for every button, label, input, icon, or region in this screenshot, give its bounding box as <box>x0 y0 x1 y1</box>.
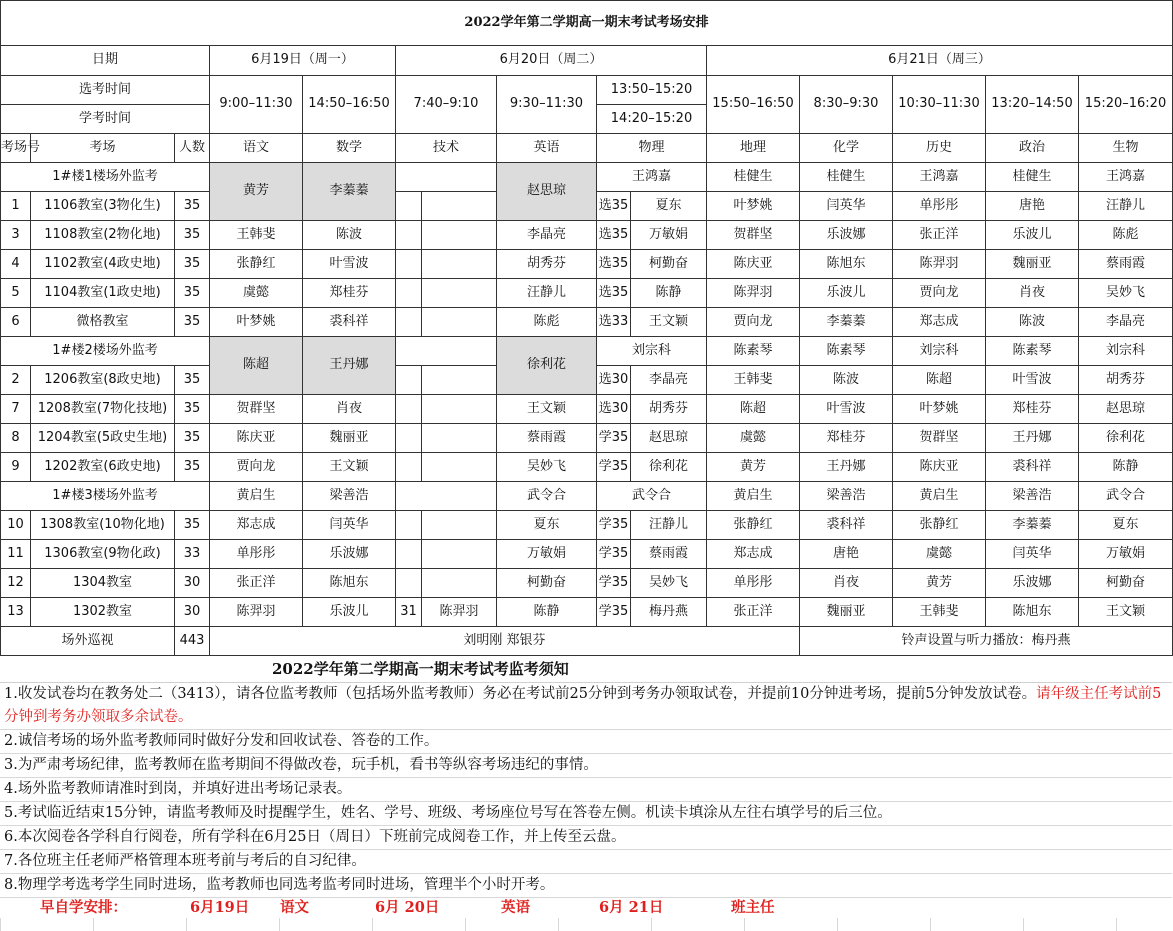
wuli-type: 学35 <box>597 424 631 453</box>
room-number: 8 <box>1 424 31 453</box>
subject-header: 历史 <box>893 134 986 163</box>
proctor-lishi: 张正洋 <box>893 221 986 250</box>
proctor-zhengzhi: 李蓁蓁 <box>986 511 1079 540</box>
proctor-yuwen: 贾向龙 <box>210 453 303 482</box>
proctor-huaxue: 魏丽亚 <box>800 598 893 627</box>
table-row <box>1 511 1173 540</box>
proctor-yuwen: 张正洋 <box>210 569 303 598</box>
outside-proctor-lishi: 王鸿嘉 <box>893 163 986 192</box>
subject-header: 语文 <box>210 134 303 163</box>
room-name: 1308教室(10物化地) <box>31 511 175 540</box>
room-name: 1104教室(1政史地) <box>31 279 175 308</box>
proctor-huaxue: 乐波娜 <box>800 221 893 250</box>
note-6: 6.本次阅卷各学科自行阅卷，所有学科在6月25日（周日）下班前完成阅卷工作，并上传至云盘。 <box>0 826 1172 850</box>
proctor-dili: 张静红 <box>707 511 800 540</box>
proctor-lishi: 虞懿 <box>893 540 986 569</box>
proctor-yingyu: 李晶亮 <box>497 221 597 250</box>
room-number: 1 <box>1 192 31 221</box>
table-row <box>1 540 1173 569</box>
early-label: 早自学安排： <box>40 899 127 916</box>
proctor-wuli: 夏东 <box>631 192 707 221</box>
subject-header: 英语 <box>497 134 597 163</box>
proctor-dili: 黄芳 <box>707 453 800 482</box>
proctor-shengwu: 李晶亮 <box>1079 308 1173 337</box>
room-number: 11 <box>1 540 31 569</box>
group-header-row <box>1 163 1173 192</box>
proctor-shengwu: 夏东 <box>1079 511 1173 540</box>
proctor-zhengzhi: 乐波儿 <box>986 221 1079 250</box>
proctor-dili: 王韩斐 <box>707 366 800 395</box>
jishu-count <box>396 308 422 337</box>
jishu-count <box>396 424 422 453</box>
jishu-count <box>396 366 422 395</box>
group-label: 1#楼1楼场外监考 <box>1 163 210 192</box>
proctor-shuxue: 叶雪波 <box>303 250 396 279</box>
student-count: 35 <box>175 308 210 337</box>
proctor-yingyu: 蔡雨霞 <box>497 424 597 453</box>
proctor-wuli: 柯勤奋 <box>631 250 707 279</box>
proctor-huaxue: 乐波儿 <box>800 279 893 308</box>
room-name: 1106教室(3物化生) <box>31 192 175 221</box>
outside-proctor-zhengzhi: 陈素琴 <box>986 337 1079 366</box>
proctor-lishi: 黄芳 <box>893 569 986 598</box>
proctor-jishu <box>422 279 497 308</box>
sheet-title: 2022学年第二学期高一期末考试考场安排 <box>1 1 1173 46</box>
outside-proctor-wuli: 王鸿嘉 <box>597 163 707 192</box>
proctor-jishu <box>422 395 497 424</box>
proctor-zhengzhi: 叶雪波 <box>986 366 1079 395</box>
room-no-header: 考场号 <box>1 134 31 163</box>
proctor-zhengzhi: 闫英华 <box>986 540 1079 569</box>
proctor-yuwen: 单彤彤 <box>210 540 303 569</box>
proctor-shengwu: 柯勤奋 <box>1079 569 1173 598</box>
proctor-jishu <box>422 192 497 221</box>
student-count: 35 <box>175 424 210 453</box>
outside-proctor-wuli: 武令合 <box>597 482 707 511</box>
early-date-1: 6月19日 <box>190 899 250 916</box>
date-june-20: 6月20日（周二） <box>396 46 707 76</box>
time-slot: 13:20–14:50 <box>986 76 1079 134</box>
room-number: 9 <box>1 453 31 482</box>
room-number: 3 <box>1 221 31 250</box>
outside-proctor-huaxue: 梁善浩 <box>800 482 893 511</box>
proctor-huaxue: 叶雪波 <box>800 395 893 424</box>
outside-proctor-yingyu: 赵思琼 <box>497 163 597 221</box>
table-row <box>1 598 1173 627</box>
room-header: 考场 <box>31 134 175 163</box>
early-date-2: 6月 20日 <box>375 899 440 916</box>
proctor-yuwen: 张静红 <box>210 250 303 279</box>
wuli-type: 学35 <box>597 453 631 482</box>
early-subject-3: 班主任 <box>731 899 775 916</box>
proctor-wuli: 赵思琼 <box>631 424 707 453</box>
table-row <box>1 279 1173 308</box>
room-name: 1208教室(7物化技地) <box>31 395 175 424</box>
proctor-zhengzhi: 唐艳 <box>986 192 1079 221</box>
jishu-count: 31 <box>396 598 422 627</box>
wuli-type: 学35 <box>597 540 631 569</box>
jishu-count <box>396 453 422 482</box>
proctor-yingyu: 陈静 <box>497 598 597 627</box>
proctor-shengwu: 赵思琼 <box>1079 395 1173 424</box>
note-3: 3.为严肃考场纪律，监考教师在监考期间不得做改卷，玩手机，看书等纵容考场违纪的事情。 <box>0 754 1172 778</box>
early-subject-1: 语文 <box>280 899 309 916</box>
proctor-jishu <box>422 511 497 540</box>
proctor-yingyu: 吴妙飞 <box>497 453 597 482</box>
proctor-dili: 虞懿 <box>707 424 800 453</box>
proctor-yuwen: 王韩斐 <box>210 221 303 250</box>
outside-proctor-jishu <box>396 482 497 511</box>
jishu-count <box>396 279 422 308</box>
wuli-type: 选35 <box>597 221 631 250</box>
wuli-type: 学35 <box>597 511 631 540</box>
jishu-count <box>396 540 422 569</box>
outside-proctor-wuli: 刘宗科 <box>597 337 707 366</box>
proctor-dili: 单彤彤 <box>707 569 800 598</box>
date-june-19: 6月19日（周一） <box>210 46 396 76</box>
proctor-yingyu: 胡秀芬 <box>497 250 597 279</box>
time-slot: 7:40–9:10 <box>396 76 497 134</box>
notes-title: 2022学年第二学期高一期末考试考监考须知 <box>0 657 1172 683</box>
proctor-huaxue: 闫英华 <box>800 192 893 221</box>
count-header: 人数 <box>175 134 210 163</box>
proctor-yuwen: 虞懿 <box>210 279 303 308</box>
room-name: 1202教室(6政史地) <box>31 453 175 482</box>
proctor-shengwu: 陈彪 <box>1079 221 1173 250</box>
outside-proctor-yingyu: 武令合 <box>497 482 597 511</box>
note-1-text: 1.收发试卷均在教务处二（3413），请各位监考教师（包括场外监考教师）务必在考试前25分钟到考务办领取试卷，并提前10分钟进考场，提前5分钟发放试卷。 <box>4 686 1037 702</box>
academic-time-label: 学考时间 <box>1 105 210 134</box>
outside-proctor-shuxue: 王丹娜 <box>303 337 396 395</box>
date-label: 日期 <box>1 46 210 76</box>
student-count: 35 <box>175 221 210 250</box>
room-name: 1204教室(5政史生地) <box>31 424 175 453</box>
student-count: 35 <box>175 192 210 221</box>
proctor-dili: 贾向龙 <box>707 308 800 337</box>
proctor-shuxue: 陈波 <box>303 221 396 250</box>
time-slot: 15:20–16:20 <box>1079 76 1173 134</box>
proctor-yuwen: 郑志成 <box>210 511 303 540</box>
proctor-wuli: 万敏娟 <box>631 221 707 250</box>
student-count: 35 <box>175 366 210 395</box>
subject-header: 地理 <box>707 134 800 163</box>
subject-header: 化学 <box>800 134 893 163</box>
outside-proctor-yingyu: 徐利花 <box>497 337 597 395</box>
proctor-yingyu: 柯勤奋 <box>497 569 597 598</box>
student-count: 35 <box>175 511 210 540</box>
proctor-jishu <box>422 424 497 453</box>
proctor-dili: 陈超 <box>707 395 800 424</box>
subject-header: 物理 <box>597 134 707 163</box>
proctor-jishu <box>422 569 497 598</box>
proctor-lishi: 郑志成 <box>893 308 986 337</box>
proctor-yingyu: 陈彪 <box>497 308 597 337</box>
proctor-shuxue: 肖夜 <box>303 395 396 424</box>
wuli-type: 学35 <box>597 569 631 598</box>
proctor-dili: 陈羿羽 <box>707 279 800 308</box>
student-count: 33 <box>175 540 210 569</box>
proctor-shengwu: 吴妙飞 <box>1079 279 1173 308</box>
student-count: 35 <box>175 250 210 279</box>
patrol-names: 刘明刚 郑银芬 <box>210 627 800 656</box>
wuli-type: 学35 <box>597 598 631 627</box>
wuli-type: 选30 <box>597 366 631 395</box>
wuli-type: 选35 <box>597 250 631 279</box>
time-slot: 9:00–11:30 <box>210 76 303 134</box>
invigilation-notes <box>0 657 1172 931</box>
jishu-count <box>396 221 422 250</box>
proctor-jishu <box>422 453 497 482</box>
proctor-huaxue: 陈波 <box>800 366 893 395</box>
outside-proctor-zhengzhi: 桂健生 <box>986 163 1079 192</box>
outside-proctor-shengwu: 王鸿嘉 <box>1079 163 1173 192</box>
proctor-shuxue: 闫英华 <box>303 511 396 540</box>
proctor-huaxue: 唐艳 <box>800 540 893 569</box>
proctor-zhengzhi: 王丹娜 <box>986 424 1079 453</box>
room-name: 1304教室 <box>31 569 175 598</box>
proctor-lishi: 张静红 <box>893 511 986 540</box>
note-2: 2.诚信考场的场外监考教师同时做好分发和回收试卷、答卷的工作。 <box>0 730 1172 754</box>
proctor-shuxue: 乐波儿 <box>303 598 396 627</box>
time-slot: 8:30–9:30 <box>800 76 893 134</box>
early-date-3: 6月 21日 <box>599 899 664 916</box>
room-number: 4 <box>1 250 31 279</box>
outside-proctor-lishi: 黄启生 <box>893 482 986 511</box>
subject-header: 数学 <box>303 134 396 163</box>
early-subject-2: 英语 <box>501 899 530 916</box>
jishu-count <box>396 569 422 598</box>
proctor-shengwu: 万敏娟 <box>1079 540 1173 569</box>
proctor-shengwu: 蔡雨霞 <box>1079 250 1173 279</box>
student-count: 35 <box>175 453 210 482</box>
student-count: 30 <box>175 598 210 627</box>
proctor-huaxue: 肖夜 <box>800 569 893 598</box>
room-name: 1102教室(4政史地) <box>31 250 175 279</box>
subject-header: 政治 <box>986 134 1079 163</box>
room-number: 2 <box>1 366 31 395</box>
proctor-huaxue: 郑桂芬 <box>800 424 893 453</box>
proctor-shuxue: 乐波娜 <box>303 540 396 569</box>
proctor-shengwu: 汪静儿 <box>1079 192 1173 221</box>
proctor-lishi: 贾向龙 <box>893 279 986 308</box>
time-slot: 14:20–15:20 <box>597 105 707 134</box>
student-count: 35 <box>175 279 210 308</box>
proctor-lishi: 陈超 <box>893 366 986 395</box>
proctor-zhengzhi: 魏丽亚 <box>986 250 1079 279</box>
room-name: 1206教室(8政史地) <box>31 366 175 395</box>
proctor-zhengzhi: 乐波娜 <box>986 569 1079 598</box>
room-number: 7 <box>1 395 31 424</box>
room-name: 1108教室(2物化地) <box>31 221 175 250</box>
outside-proctor-huaxue: 陈素琴 <box>800 337 893 366</box>
subject-header: 技术 <box>396 134 497 163</box>
time-slot: 14:50–16:50 <box>303 76 396 134</box>
room-name: 1306教室(9物化政) <box>31 540 175 569</box>
proctor-shengwu: 陈静 <box>1079 453 1173 482</box>
select-time-label: 选考时间 <box>1 76 210 105</box>
outside-proctor-shuxue: 梁善浩 <box>303 482 396 511</box>
note-1 <box>0 683 1172 730</box>
proctor-dili: 陈庆亚 <box>707 250 800 279</box>
outside-proctor-yuwen: 黄芳 <box>210 163 303 221</box>
table-row <box>1 424 1173 453</box>
table-row <box>1 395 1173 424</box>
proctor-lishi: 叶梦姚 <box>893 395 986 424</box>
proctor-lishi: 陈庆亚 <box>893 453 986 482</box>
proctor-wuli: 徐利花 <box>631 453 707 482</box>
outside-proctor-yuwen: 黄启生 <box>210 482 303 511</box>
time-slot: 13:50–15:20 <box>597 76 707 105</box>
note-8: 8.物理学考选考学生同时进场，监考教师也同选考监考同时进场，管理半个小时开考。 <box>0 874 1172 898</box>
proctor-wuli: 吴妙飞 <box>631 569 707 598</box>
proctor-lishi: 贺群坚 <box>893 424 986 453</box>
table-row <box>1 453 1173 482</box>
proctor-wuli: 陈静 <box>631 279 707 308</box>
proctor-dili: 贺群坚 <box>707 221 800 250</box>
proctor-yingyu: 万敏娟 <box>497 540 597 569</box>
note-7: 7.各位班主任老师严格管理本班考前与考后的自习纪律。 <box>0 850 1172 874</box>
jishu-count <box>396 511 422 540</box>
proctor-shuxue: 裘科祥 <box>303 308 396 337</box>
proctor-wuli: 李晶亮 <box>631 366 707 395</box>
proctor-zhengzhi: 陈旭东 <box>986 598 1079 627</box>
room-number: 10 <box>1 511 31 540</box>
outside-proctor-shuxue: 李蓁蓁 <box>303 163 396 221</box>
outside-proctor-dili: 黄启生 <box>707 482 800 511</box>
early-study-arrangement <box>0 898 1172 918</box>
proctor-jishu <box>422 540 497 569</box>
proctor-zhengzhi: 裘科祥 <box>986 453 1079 482</box>
proctor-yuwen: 陈庆亚 <box>210 424 303 453</box>
table-row <box>1 250 1173 279</box>
proctor-yingyu: 汪静儿 <box>497 279 597 308</box>
proctor-shuxue: 魏丽亚 <box>303 424 396 453</box>
outside-proctor-dili: 桂健生 <box>707 163 800 192</box>
outside-proctor-shengwu: 刘宗科 <box>1079 337 1173 366</box>
proctor-dili: 张正洋 <box>707 598 800 627</box>
group-header-row <box>1 337 1173 366</box>
date-june-21: 6月21日（周三） <box>707 46 1173 76</box>
jishu-count <box>396 250 422 279</box>
outside-proctor-zhengzhi: 梁善浩 <box>986 482 1079 511</box>
proctor-shuxue: 王文颖 <box>303 453 396 482</box>
time-slot: 15:50–16:50 <box>707 76 800 134</box>
proctor-shengwu: 王文颖 <box>1079 598 1173 627</box>
outside-proctor-shengwu: 武令合 <box>1079 482 1173 511</box>
proctor-shuxue: 郑桂芬 <box>303 279 396 308</box>
room-name: 微格教室 <box>31 308 175 337</box>
jishu-count <box>396 395 422 424</box>
outside-proctor-dili: 陈素琴 <box>707 337 800 366</box>
proctor-jishu <box>422 221 497 250</box>
proctor-yuwen: 陈羿羽 <box>210 598 303 627</box>
proctor-dili: 郑志成 <box>707 540 800 569</box>
outside-proctor-jishu <box>396 163 497 192</box>
proctor-yingyu: 王文颖 <box>497 395 597 424</box>
bell-note: 铃声设置与听力播放：梅丹燕 <box>800 627 1173 656</box>
proctor-jishu <box>422 308 497 337</box>
jishu-count <box>396 192 422 221</box>
note-5: 5.考试临近结束15分钟，请监考教师及时提醒学生，姓名、学号、班级、考场座位号写在答卷左侧。机读卡填涂从左往右填学号的后三位。 <box>0 802 1172 826</box>
proctor-jishu <box>422 366 497 395</box>
proctor-lishi: 单彤彤 <box>893 192 986 221</box>
group-label: 1#楼3楼场外监考 <box>1 482 210 511</box>
proctor-huaxue: 王丹娜 <box>800 453 893 482</box>
table-row <box>1 569 1173 598</box>
room-number: 13 <box>1 598 31 627</box>
proctor-jishu: 陈羿羽 <box>422 598 497 627</box>
room-number: 6 <box>1 308 31 337</box>
outside-patrol-label: 场外巡视 <box>1 627 175 656</box>
proctor-jishu <box>422 250 497 279</box>
note-4: 4.场外监考教师请准时到岗，并填好进出考场记录表。 <box>0 778 1172 802</box>
proctor-huaxue: 李蓁蓁 <box>800 308 893 337</box>
proctor-zhengzhi: 肖夜 <box>986 279 1079 308</box>
proctor-wuli: 胡秀芬 <box>631 395 707 424</box>
proctor-wuli: 梅丹燕 <box>631 598 707 627</box>
proctor-shuxue: 陈旭东 <box>303 569 396 598</box>
note-1-red-text: 请年级主任考试前5分钟到考务办领取多余试卷。 <box>4 686 1162 725</box>
wuli-type: 选30 <box>597 395 631 424</box>
outside-proctor-lishi: 刘宗科 <box>893 337 986 366</box>
room-name: 1302教室 <box>31 598 175 627</box>
proctor-lishi: 陈羿羽 <box>893 250 986 279</box>
room-number: 5 <box>1 279 31 308</box>
proctor-lishi: 王韩斐 <box>893 598 986 627</box>
outside-proctor-jishu <box>396 337 497 366</box>
group-header-row <box>1 482 1173 511</box>
proctor-dili: 叶梦姚 <box>707 192 800 221</box>
patrol-count: 443 <box>175 627 210 656</box>
room-number: 12 <box>1 569 31 598</box>
proctor-zhengzhi: 郑桂芬 <box>986 395 1079 424</box>
proctor-yuwen: 贺群坚 <box>210 395 303 424</box>
subject-header: 生物 <box>1079 134 1173 163</box>
group-label: 1#楼2楼场外监考 <box>1 337 210 366</box>
proctor-wuli: 王文颖 <box>631 308 707 337</box>
proctor-zhengzhi: 陈波 <box>986 308 1079 337</box>
wuli-type: 选35 <box>597 192 631 221</box>
proctor-huaxue: 陈旭东 <box>800 250 893 279</box>
time-slot: 9:30–11:30 <box>497 76 597 134</box>
proctor-shengwu: 胡秀芬 <box>1079 366 1173 395</box>
proctor-shengwu: 徐利花 <box>1079 424 1173 453</box>
table-row <box>1 221 1173 250</box>
wuli-type: 选33 <box>597 308 631 337</box>
student-count: 35 <box>175 395 210 424</box>
proctor-yingyu: 夏东 <box>497 511 597 540</box>
proctor-wuli: 汪静儿 <box>631 511 707 540</box>
proctor-huaxue: 裘科祥 <box>800 511 893 540</box>
outside-proctor-yuwen: 陈超 <box>210 337 303 395</box>
table-row <box>1 308 1173 337</box>
outside-proctor-huaxue: 桂健生 <box>800 163 893 192</box>
proctor-wuli: 蔡雨霞 <box>631 540 707 569</box>
time-slot: 10:30–11:30 <box>893 76 986 134</box>
wuli-type: 选35 <box>597 279 631 308</box>
student-count: 30 <box>175 569 210 598</box>
proctor-yuwen: 叶梦姚 <box>210 308 303 337</box>
